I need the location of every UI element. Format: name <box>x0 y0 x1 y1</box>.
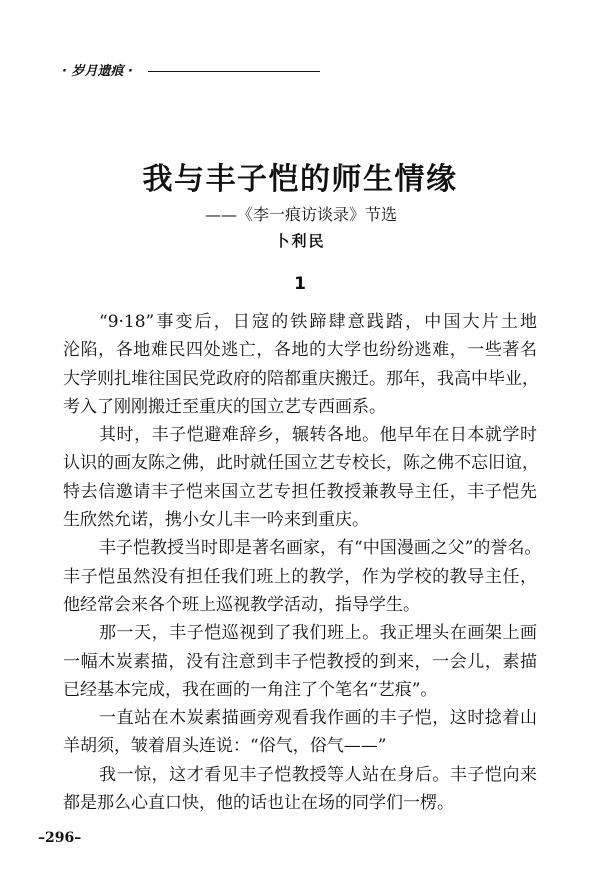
paragraph <box>63 761 537 818</box>
text-line: 丰子恺虽然没有担任我们班上的教学，作为学校的教导主任， <box>63 566 537 587</box>
text-line: 我一惊，这才看见丰子恺教授等人站在身后。丰子恺向来 <box>99 764 537 785</box>
text-line: 那一天，丰子恺巡视到了我们班上。我正埋头在画架上画 <box>99 623 537 644</box>
paragraph <box>63 534 542 619</box>
text-line: 丰子恺教授当时即是著名画家，有“中国漫画之父”的誉名。 <box>99 538 542 559</box>
article-body <box>63 308 542 817</box>
text-line: 一幅木炭素描，没有注意到丰子恺教授的到来，一会儿，素描 <box>63 651 537 672</box>
text-line: 认识的画友陈之佛，此时就任国立艺专校长，陈之佛不忘旧谊， <box>63 453 539 474</box>
text-line: 都是那么心直口快，他的话也让在场的同学们一楞。 <box>63 793 454 814</box>
section-number: 1 <box>294 274 306 294</box>
paragraph <box>63 421 537 534</box>
text-line: 沦陷，各地难民四处逃亡，各地的大学也纷纷逃难，一些著名 <box>63 340 537 361</box>
article-title: 我与丰子恺的师生情缘 <box>142 162 458 197</box>
running-head-column-name: · 岁月遗痕 · <box>62 64 133 79</box>
running-head-rule <box>148 71 320 72</box>
article-subtitle: ——《李一痕访谈录》节选 <box>205 205 398 224</box>
text-line: “9·18”事变后，日寇的铁蹄肆意践踏，中国大片土地 <box>99 312 537 332</box>
text-line: 大学则扎堆往国民党政府的陪都重庆搬迁。那年，我高中毕业， <box>63 368 539 389</box>
author-name: 卜利民 <box>274 232 326 250</box>
text-line: 其时，丰子恺避难辞乡，辗转各地。他早年在日本就学时 <box>99 425 537 446</box>
page-number: –296– <box>38 830 82 846</box>
paragraph <box>63 619 537 704</box>
text-line: 生欣然允诺，携小女儿丰一吟来到重庆。 <box>63 510 369 531</box>
text-line: 他经常会来各个班上巡视教学活动，指导学生。 <box>63 594 420 615</box>
text-line: 考入了刚刚搬迁至重庆的国立艺专西画系。 <box>63 396 386 417</box>
text-line: 一直站在木炭素描画旁观看我作画的丰子恺，这时捻着山 <box>99 708 537 729</box>
text-line: 特去信邀请丰子恺来国立艺专担任教授兼教导主任，丰子恺先 <box>63 481 537 502</box>
text-line: 已经基本完成，我在画的一角注了个笔名“艺痕”。 <box>63 679 438 700</box>
text-line: 羊胡须，皱着眉头连说：“俗气，俗气——” <box>63 736 387 757</box>
paragraph <box>63 308 537 421</box>
paragraph <box>63 704 537 761</box>
